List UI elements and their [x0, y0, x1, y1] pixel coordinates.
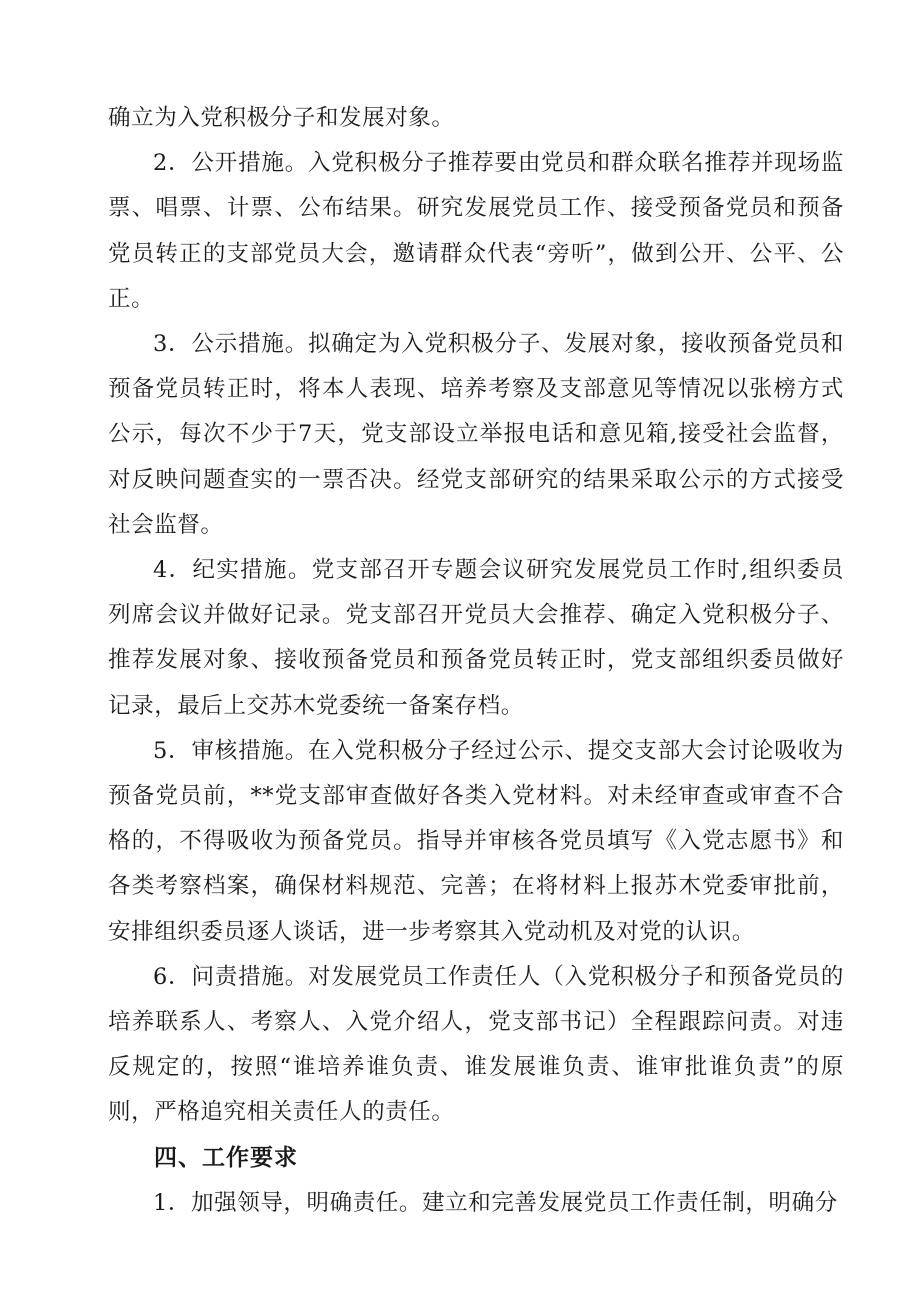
paragraph-strengthen-leadership: 1．加强领导，明确责任。建立和完善发展党员工作责任制，明确分	[153, 1189, 838, 1216]
paragraph-continuation: 确立为入党积极分子和发展对象。	[108, 105, 455, 131]
paragraph-review-measures: 5．审核措施。在入党积极分子经过公示、提交支部大会讨论吸收为预备党员前，**党支部审查做好各类入党材料。对未经审查或审查不合格的，不得吸收为预备党员。指导并审核各党员填写《入党志愿书》和各类考察档案，确保材料规范、完善；在将材料上报苏木党委审批前，安排组织委员逐人谈话，进一步考察其入党动机及对党的认识。	[108, 737, 844, 945]
paragraph-record-measures: 4．纪实措施。党支部召开专题会议研究发展党员工作时,组织委员列席会议并做好记录。党支部召开党员大会推荐、确定入党积极分子、推荐发展对象、接收预备党员和预备党员转正时，党支部组织委员做好记录，最后上交苏木党委统一备案存档。	[108, 557, 844, 719]
paragraph-publicity-measures: 3．公示措施。拟确定为入党积极分子、发展对象，接收预备党员和预备党员转正时，将本人表现、培养考察及支部意见等情况以张榜方式公示，每次不少于7天，党支部设立举报电话和意见箱,接受社会监督，对反映问题查实的一票否决。经党支部研究的结果采取公示的方式接受社会监督。	[108, 331, 844, 538]
paragraph-public-measures: 2．公开措施。入党积极分子推荐要由党员和群众联名推荐并现场监票、唱票、计票、公布结果。研究发展党员工作、接受预备党员和预备党员转正的支部党员大会，邀请群众代表“旁听”，做到公开、公平、公正。	[108, 150, 844, 312]
paragraph-accountability-measures: 6．问责措施。对发展党员工作责任人（入党积极分子和预备党员的培养联系人、考察人、入党介绍人，党支部书记）全程跟踪问责。对违反规定的，按照“谁培养谁负责、谁发展谁负责、谁审批谁负责”的原则，严格追究相关责任人的责任。	[108, 963, 844, 1126]
section-heading-work-requirements: 四、工作要求	[154, 1144, 298, 1171]
